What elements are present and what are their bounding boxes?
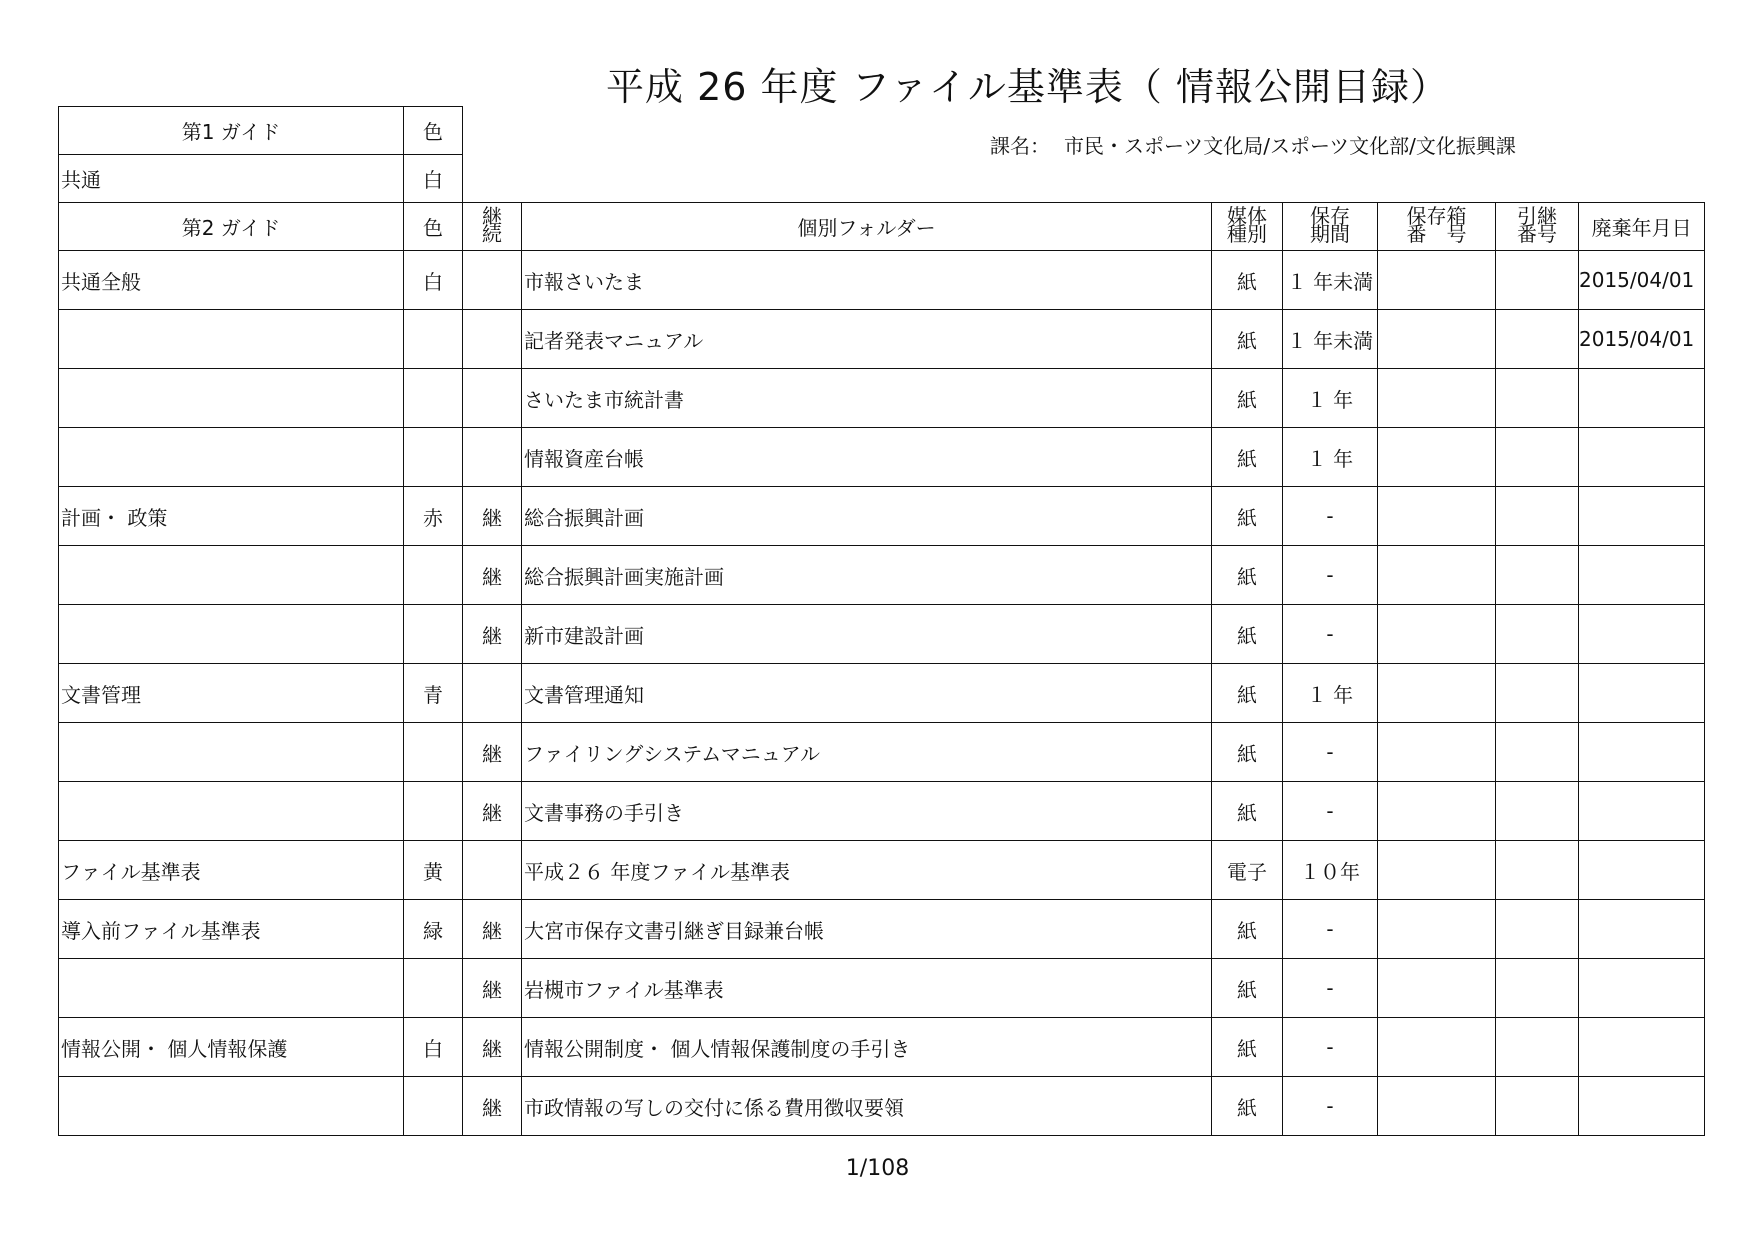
box-cell [1378, 369, 1496, 428]
disposal-cell [1579, 1018, 1705, 1077]
continuation-cell: 継 [463, 900, 522, 959]
header-box [1378, 203, 1496, 251]
color-cell [404, 1077, 463, 1136]
table-row [59, 310, 1705, 369]
continuation-cell: 継 [463, 723, 522, 782]
header-transfer [1496, 203, 1579, 251]
table-row [59, 900, 1705, 959]
transfer-cell [1496, 251, 1579, 310]
header-continuation [463, 203, 522, 251]
folder-cell: 平成２６ 年度ファイル基準表 [522, 841, 1212, 900]
box-cell [1378, 841, 1496, 900]
header-period [1283, 203, 1378, 251]
color-cell [404, 723, 463, 782]
guide2-cell: 情報公開・ 個人情報保護 [59, 1018, 404, 1077]
transfer-cell [1496, 664, 1579, 723]
header-color: 色 [404, 203, 463, 251]
color-cell: 黄 [404, 841, 463, 900]
period-cell: - [1283, 605, 1378, 664]
folder-cell: 文書事務の手引き [522, 782, 1212, 841]
color-cell [404, 428, 463, 487]
guide2-cell [59, 605, 404, 664]
guide2-cell: 導入前ファイル基準表 [59, 900, 404, 959]
period-cell: １ 年 [1283, 369, 1378, 428]
guide2-cell: 文書管理 [59, 664, 404, 723]
box-cell [1378, 664, 1496, 723]
guide1-header-color: 色 [404, 107, 463, 155]
table-row [59, 369, 1705, 428]
table-row [59, 782, 1705, 841]
continuation-cell [463, 841, 522, 900]
period-cell: １ 年未満 [1283, 251, 1378, 310]
table-row [59, 959, 1705, 1018]
transfer-cell [1496, 546, 1579, 605]
disposal-cell [1579, 546, 1705, 605]
page-title: 平成 26 年度 ファイル基準表（ 情報公開目録） [606, 65, 1449, 109]
box-cell [1378, 1018, 1496, 1077]
transfer-cell [1496, 605, 1579, 664]
folder-cell: 市報さいたま [522, 251, 1212, 310]
guide2-cell: ファイル基準表 [59, 841, 404, 900]
transfer-cell [1496, 428, 1579, 487]
media-cell: 紙 [1212, 487, 1283, 546]
continuation-cell: 継 [463, 1018, 522, 1077]
table-row [59, 723, 1705, 782]
period-cell: - [1283, 487, 1378, 546]
box-cell [1378, 1077, 1496, 1136]
file-standard-table [58, 202, 1705, 1136]
transfer-cell [1496, 1077, 1579, 1136]
transfer-cell [1496, 841, 1579, 900]
continuation-cell [463, 664, 522, 723]
media-cell: 紙 [1212, 723, 1283, 782]
media-cell: 紙 [1212, 1018, 1283, 1077]
transfer-cell [1496, 487, 1579, 546]
disposal-cell [1579, 487, 1705, 546]
continuation-cell [463, 310, 522, 369]
guide2-cell [59, 782, 404, 841]
table-header-row [59, 203, 1705, 251]
folder-cell: ファイリングシステムマニュアル [522, 723, 1212, 782]
header-period-top: 保存 [1310, 204, 1350, 228]
transfer-cell [1496, 782, 1579, 841]
color-cell [404, 546, 463, 605]
period-cell: - [1283, 1018, 1378, 1077]
folder-cell: 大宮市保存文書引継ぎ目録兼台帳 [522, 900, 1212, 959]
header-period-bottom: 期間 [1310, 222, 1350, 246]
table-row [59, 605, 1705, 664]
period-cell: １ 年 [1283, 664, 1378, 723]
disposal-cell [1579, 841, 1705, 900]
folder-cell: 文書管理通知 [522, 664, 1212, 723]
header-transfer-bottom: 番号 [1517, 222, 1557, 246]
transfer-cell [1496, 369, 1579, 428]
folder-cell: 情報資産台帳 [522, 428, 1212, 487]
box-cell [1378, 959, 1496, 1018]
period-cell: - [1283, 546, 1378, 605]
media-cell: 紙 [1212, 664, 1283, 723]
table-row [59, 251, 1705, 310]
folder-cell: 総合振興計画実施計画 [522, 546, 1212, 605]
media-cell: 紙 [1212, 369, 1283, 428]
continuation-cell [463, 251, 522, 310]
media-cell: 紙 [1212, 605, 1283, 664]
continuation-cell: 継 [463, 959, 522, 1018]
color-cell: 白 [404, 251, 463, 310]
period-cell: - [1283, 782, 1378, 841]
header-box-top: 保存箱 [1406, 204, 1467, 228]
color-cell: 青 [404, 664, 463, 723]
transfer-cell [1496, 723, 1579, 782]
guide1-table [58, 106, 463, 203]
media-cell: 紙 [1212, 546, 1283, 605]
table-row [59, 1077, 1705, 1136]
continuation-cell: 継 [463, 782, 522, 841]
department-line [990, 130, 1530, 159]
color-cell [404, 959, 463, 1018]
table-row [59, 487, 1705, 546]
period-cell: １ 年未満 [1283, 310, 1378, 369]
guide2-cell [59, 546, 404, 605]
table-row [59, 1018, 1705, 1077]
disposal-cell [1579, 428, 1705, 487]
guide2-cell: 共通全般 [59, 251, 404, 310]
disposal-cell [1579, 723, 1705, 782]
folder-cell: 新市建設計画 [522, 605, 1212, 664]
guide2-cell [59, 310, 404, 369]
header-folder: 個別フォルダー [522, 203, 1212, 251]
transfer-cell [1496, 310, 1579, 369]
folder-cell: 情報公開制度・ 個人情報保護制度の手引き [522, 1018, 1212, 1077]
box-cell [1378, 251, 1496, 310]
guide2-cell [59, 369, 404, 428]
folder-cell: さいたま市統計書 [522, 369, 1212, 428]
box-cell [1378, 605, 1496, 664]
media-cell: 紙 [1212, 900, 1283, 959]
header-guide2: 第2 ガイド [59, 203, 404, 251]
header-transfer-top: 引継 [1517, 204, 1557, 228]
guide1-color: 白 [404, 155, 463, 203]
continuation-cell [463, 428, 522, 487]
media-cell: 紙 [1212, 1077, 1283, 1136]
media-cell: 紙 [1212, 782, 1283, 841]
table-row [59, 428, 1705, 487]
color-cell: 緑 [404, 900, 463, 959]
period-cell: １０年 [1283, 841, 1378, 900]
guide2-cell [59, 959, 404, 1018]
header-continuation-bottom: 続 [482, 222, 502, 246]
folder-cell: 市政情報の写しの交付に係る費用徴収要領 [522, 1077, 1212, 1136]
box-cell [1378, 782, 1496, 841]
color-cell [404, 369, 463, 428]
page-number: 1/108 [845, 1156, 910, 1181]
color-cell [404, 782, 463, 841]
period-cell: - [1283, 900, 1378, 959]
media-cell: 紙 [1212, 310, 1283, 369]
media-cell: 紙 [1212, 251, 1283, 310]
folder-cell: 岩槻市ファイル基準表 [522, 959, 1212, 1018]
box-cell [1378, 487, 1496, 546]
header-media [1212, 203, 1283, 251]
disposal-cell: 2015/04/01 [1579, 251, 1705, 310]
department-label: 課名： [990, 134, 1050, 158]
box-cell [1378, 310, 1496, 369]
header-box-bottom: 番 号 [1406, 222, 1467, 246]
continuation-cell: 継 [463, 487, 522, 546]
box-cell [1378, 900, 1496, 959]
disposal-cell [1579, 959, 1705, 1018]
disposal-cell [1579, 605, 1705, 664]
header-disposal: 廃棄年月日 [1579, 203, 1705, 251]
media-cell: 紙 [1212, 959, 1283, 1018]
header-media-top: 媒体 [1227, 204, 1267, 228]
box-cell [1378, 428, 1496, 487]
transfer-cell [1496, 1018, 1579, 1077]
box-cell [1378, 723, 1496, 782]
period-cell: - [1283, 959, 1378, 1018]
period-cell: - [1283, 723, 1378, 782]
box-cell [1378, 546, 1496, 605]
continuation-cell: 継 [463, 1077, 522, 1136]
continuation-cell: 継 [463, 546, 522, 605]
guide2-cell [59, 1077, 404, 1136]
table-row [59, 841, 1705, 900]
guide1-name: 共通 [59, 155, 404, 203]
period-cell: １ 年 [1283, 428, 1378, 487]
disposal-cell: 2015/04/01 [1579, 310, 1705, 369]
media-cell: 紙 [1212, 428, 1283, 487]
department-value: 市民・スポーツ文化局/スポーツ文化部/文化振興課 [1064, 134, 1516, 158]
color-cell [404, 605, 463, 664]
continuation-cell: 継 [463, 605, 522, 664]
color-cell [404, 310, 463, 369]
media-cell: 電子 [1212, 841, 1283, 900]
color-cell: 赤 [404, 487, 463, 546]
disposal-cell [1579, 1077, 1705, 1136]
disposal-cell [1579, 782, 1705, 841]
transfer-cell [1496, 900, 1579, 959]
header-media-bottom: 種別 [1227, 222, 1267, 246]
disposal-cell [1579, 369, 1705, 428]
guide2-cell [59, 723, 404, 782]
color-cell: 白 [404, 1018, 463, 1077]
transfer-cell [1496, 959, 1579, 1018]
guide1-header-row [59, 107, 463, 155]
table-row [59, 664, 1705, 723]
period-cell: - [1283, 1077, 1378, 1136]
guide1-header-name: 第1 ガイド [59, 107, 404, 155]
table-row [59, 546, 1705, 605]
guide2-cell [59, 428, 404, 487]
header-continuation-top: 継 [482, 204, 502, 228]
guide1-row [59, 155, 463, 203]
disposal-cell [1579, 664, 1705, 723]
folder-cell: 記者発表マニュアル [522, 310, 1212, 369]
continuation-cell [463, 369, 522, 428]
disposal-cell [1579, 900, 1705, 959]
folder-cell: 総合振興計画 [522, 487, 1212, 546]
guide2-cell: 計画・ 政策 [59, 487, 404, 546]
